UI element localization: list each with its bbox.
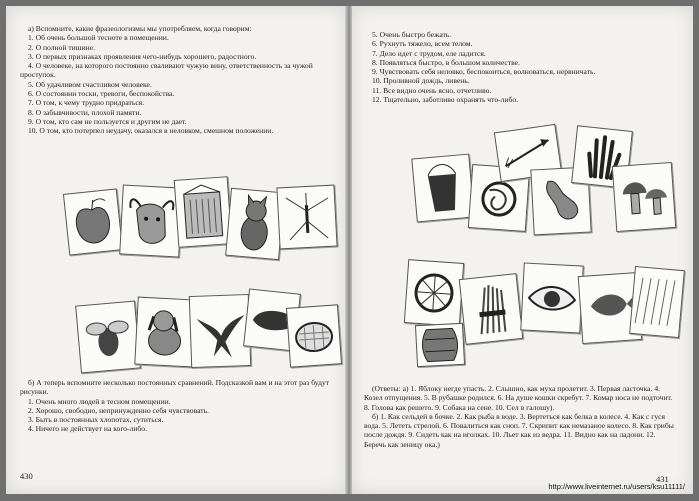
bucket-picture xyxy=(411,154,474,223)
exercise-a-text xyxy=(20,24,332,136)
exercise-a-intro: а) Вспомните, какие фразеологизмы мы употребляем, когда говорим: xyxy=(28,24,252,33)
list-item: 6. О состоянии тоски, тревоги, беспокойства. xyxy=(28,89,175,99)
dog-icon xyxy=(135,298,194,367)
list-item: 4. О человеке, на которого постоянно сваливают чужую вину, ответственность за чужой проступок. xyxy=(20,61,313,80)
eye-picture xyxy=(520,262,583,333)
sheaf-icon xyxy=(460,274,522,344)
exercise-b-list xyxy=(20,397,332,434)
barrel-picture xyxy=(415,323,465,367)
list-item: 7. О том, к чему трудно придраться. xyxy=(28,98,145,108)
rain-picture xyxy=(629,266,685,338)
source-url: http://www.liveinternet.ru/users/ksu11111/ xyxy=(548,482,685,491)
wheel-picture xyxy=(404,259,464,327)
barrel-icon xyxy=(416,324,464,366)
apple-picture xyxy=(63,188,123,255)
rain-icon xyxy=(630,267,684,337)
swallow-icon xyxy=(190,295,250,367)
eye-icon xyxy=(521,264,582,333)
exercise-b-intro: б) А теперь вспомните несколько постоянных сравнений. Подсказкой вам и на этот раз будут рисунки. xyxy=(20,378,330,397)
page-number-left: 430 xyxy=(20,471,33,481)
apple-icon xyxy=(64,189,122,254)
exercise-a-list xyxy=(20,33,332,135)
answers-block xyxy=(364,384,678,449)
list-item: 1. Очень много людей в тесном помещении. xyxy=(28,396,171,406)
goat-picture xyxy=(119,184,183,257)
list-item: 4. Ничего не действует на кого-либо. xyxy=(28,424,147,434)
goat-icon xyxy=(120,186,181,257)
dog-picture xyxy=(134,297,195,368)
page-number-right: 431 xyxy=(656,474,669,484)
list-item: 2. Хорошо, свободно, непринужденно себя чувствовать. xyxy=(28,405,209,415)
sieve-icon xyxy=(287,305,341,366)
wheel-icon xyxy=(405,260,463,326)
sieve-picture xyxy=(286,304,342,367)
list-item: 2. О полной тишине. xyxy=(28,42,95,52)
list-item: 7. Дело идет с трудом, еле ладится. xyxy=(372,48,486,58)
answers-a: (Ответы: а) 1. Яблоку негде упасть. 2. Слышно, как муха пролетит. 3. Первая ласточка. 4. Козел отпущения. 5. В рубашке родился. 6. На душе кошки скребут. 7. Комар носа не подточит. 8. Голова как решето. 9. Собака на сене. 10. Сел в галошу). xyxy=(364,384,673,412)
cat-icon xyxy=(226,189,284,259)
list-item: 10. О том, кто потерпел неудачу, оказался в неловком, смешном положении. xyxy=(28,126,274,136)
shirt-icon xyxy=(175,177,231,246)
list-item: 8. О забывчивости, плохой памяти. xyxy=(28,107,142,117)
list-item: 9. Чувствовать себя неловко, беспокоиться, волноваться, нервничать. xyxy=(372,67,596,77)
list-item: 8. Появляться быстро, в большом количестве. xyxy=(372,57,520,67)
mosquito-picture xyxy=(276,185,337,250)
left-page xyxy=(6,6,346,494)
list-item: 10. Проливной дождь, ливень. xyxy=(372,76,470,86)
list-item: 5. Об удачливом счастливом человеке. xyxy=(28,79,152,89)
exercise-b-text xyxy=(20,378,332,434)
list-item: 3. О первых признаках проявления чего-нибудь хорошего, радостного. xyxy=(28,51,257,61)
list-item: 6. Рухнуть тяжело, всем телом. xyxy=(372,39,473,49)
list-item: 11. Все видно очень ясно, отчетливо. xyxy=(372,85,492,95)
right-page xyxy=(352,6,693,494)
mushrooms-icon xyxy=(613,163,675,231)
list-item: 12. Тщательно, заботливо охранять что-либо. xyxy=(372,95,519,105)
answers-b: б) 1. Как сельдей в бочке. 2. Как рыба в воде. 3. Вертеться как белка в колесе. 4. Как с гуся вода. 5. Лететь стрелой. 6. Повалиться как сноп. 7. Скрипит как немазаное колесо. 8. Как грибы после дождя. 9. Сидеть как на иголках. 10. Льет как из ведра. 11. Видно как на ладони. 12. Беречь как зеницу ока.) xyxy=(364,411,674,449)
list-item: 9. О том, кто сам не пользуется и другим не дает. xyxy=(28,116,187,126)
fly-icon xyxy=(76,302,140,373)
list-item: 1. Об очень большой тесноте в помещении. xyxy=(28,33,169,43)
exercise-b-continued xyxy=(364,30,676,104)
fly-picture xyxy=(75,301,141,374)
sheaf-picture xyxy=(459,273,524,345)
cat-picture xyxy=(225,188,285,260)
mosquito-icon xyxy=(277,186,336,249)
list-item: 5. Очень быстро бежать. xyxy=(372,30,452,39)
shirt-picture xyxy=(174,176,233,248)
bucket-icon xyxy=(412,155,473,222)
exercise-b-continued-list xyxy=(364,30,676,104)
list-item: 3. Быть в постоянных хлопотах, сутиться. xyxy=(28,415,164,425)
swallow-picture xyxy=(189,294,251,368)
mushrooms-picture xyxy=(612,162,676,232)
